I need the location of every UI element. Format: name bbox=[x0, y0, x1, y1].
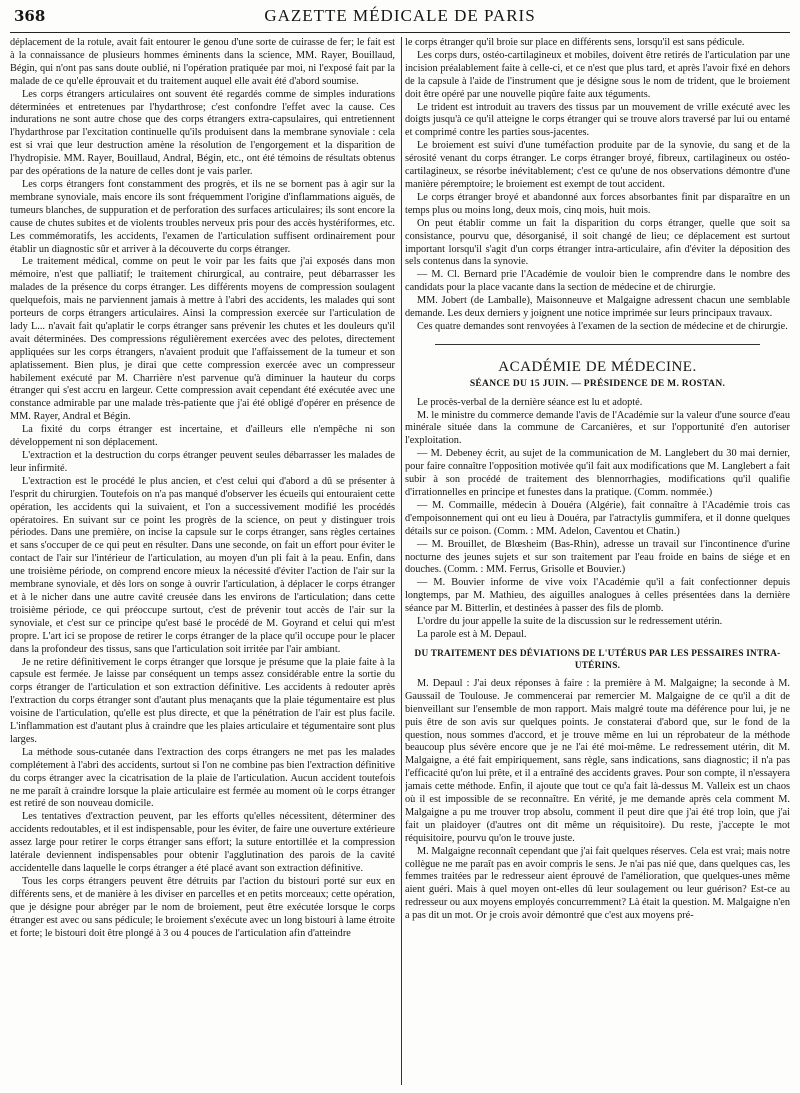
text-columns bbox=[10, 37, 790, 1085]
journal-title: GAZETTE MÉDICALE DE PARIS bbox=[264, 6, 536, 25]
paragraph: — M. Debeney écrit, au sujet de la communication de M. Langlebert du 30 mai dernier, pour faire connaître l'opposition motivée qu'il fait aux modifications que M. Langlebert a fait subir à son procédé de traitement des blennorrhagies, modifications qu'il qualifie d'irrationnelles en principe et funestes dans la pratique. (Comm. nommée.) bbox=[405, 448, 790, 498]
paragraph: Je ne retire définitivement le corps étranger que lorsque je présume que la plaie faite à la capsule est fermée. Je laisse par conséquent un temps assez considérable entre la sortie du corps étranger de l'articulation et son extraction définitive. Les accidents à redouter après l'extraction du corps étranger sont d'autant plus menaçants que la plaie tégumentaire est plus voisine de l'articulation, qu'elle est plus directe, et que la pénétration de l'air est plus facile. L'inflammation est d'autant plus à craindre que les plaies articulaire et tégumentaire sont plus larges. bbox=[10, 656, 395, 745]
paragraph: L'extraction est le procédé le plus ancien, et c'est celui qui d'abord a dû se présenter à l'esprit du chirurgien. Toutefois on n'a pas manqué d'observer les écueils qui entouraient cette opération, les accidents qui la suivaient, et l'on a successivement modifié les procédés opératoires. En suivant sur ce point les progrès de la science, on peut y distinguer trois périodes. Dans une première, on incise la capsule sur le corps étranger, sans règles certaines et sans s'occuper de ce qui peut en résulter. Dans une seconde, on fait un effort pour éviter le contact de l'air sur l'intérieur de l'articulation, au moyen d'un pli fait à la peau. Enfin, dans une troisième période, on comprend encore mieux la nécessité d'éviter l'action de l'air sur la membrane synoviale, et dès lors on songe à ouvrir l'articulation, à déplacer le corps étranger et à le nicher dans une autre cavité creusée dans les environs de l'articulation; dans cette troisième période, ce qui préoccupe surtout, c'est de prévenir tout accès de l'air sur la synoviale, et c'est sur ce principe qu'est basé le procédé de M. Goyrand et celui qui m'est propre. L'art ici se propose de retirer le corps étranger de la place qu'il occupe pour le placer dans la profondeur des tissus, sans que l'articulation soit irritée par l'air ambiant. bbox=[10, 475, 395, 655]
paragraph: Tous les corps étrangers peuvent être détruits par l'action du bistouri porté sur eux en différents sens, et de manière à les diviser en parcelles et en petits morceaux; cette opération, que je désigne pour abréger par le nom de broiement, peut être exécutée lorsque le corps étranger est avec ou sans pédicule; le broiement s'exécute avec un long bistouri à lame étroite et forte; le bistouri doit être plongé à 3 ou 4 pouces de l'articulation afin d'atteindre bbox=[10, 875, 395, 939]
paragraph: La parole est à M. Depaul. bbox=[417, 628, 527, 640]
paragraph: Le procès-verbal de la dernière séance est lu et adopté. bbox=[417, 396, 643, 408]
paragraph: La fixité du corps étranger est incertaine, et d'ailleurs elle n'empêche ni son développement ni son déplacement. bbox=[10, 424, 395, 449]
section-divider bbox=[435, 344, 760, 345]
paragraph: — M. Brouillet, de Blœsheim (Bas-Rhin), adresse un travail sur l'incontinence d'urine nocturne des jeunes sujets et sur son traitement par l'eau froide en bains de siége et en douches. (Comm. : MM. Ferrus, Grisolle et Bouvier.) bbox=[405, 538, 790, 576]
paragraph: — M. Bouvier informe de vive voix l'Académie qu'il a fait confectionner depuis longtemps, par M. Mathieu, des aiguilles analogues à celles présentées dans la dernière séance par M. Bitterlin, et destinées à passer des fils de plomb. bbox=[405, 577, 790, 615]
paragraph: Le corps étranger broyé et abandonné aux forces absorbantes finit par disparaître en un temps plus ou moins long, deux mois, cinq mois, huit mois. bbox=[405, 191, 790, 216]
article-title: DU TRAITEMENT DES DÉVIATIONS DE L'UTÉRUS PAR LES PESSAIRES INTRA-UTÉRINS. bbox=[414, 648, 781, 671]
paragraph: M. Depaul : J'ai deux réponses à faire : la première à M. Malgaigne; la seconde à M. Gaussail de Toulouse. Je commencerai par remercier M. Malgaigne de ce qu'il a dit de bienveillant sur l'ensemble de mon rapport. Mais malgré toute ma déférence pour lui, je ne puis être de son avis sur quelques points. Je constaterai d'abord que, sur le fond de la question, nous sommes d'accord, et je trouve même en lui un réprobateur de la méthode beaucoup plus sévère encore que je ne l'ai été moi-même. Le redressement utérin, dit M. Malgaigne, a été fait empiriquement, sans règle, sans indications, sans diagnostic; il n'a pas l'efficacité qu'on lui prête, et il a entraîné des accidents graves. Pour son compte, il n'essayera jamais cette méthode. Enfin, il ajoute que tout ce qu'a fait là-dessus M. Valleix est un chaos où il est impossible de se reconnaître. En vérité, je me demande après cela comment M. Malgaigne a pu me trouver trop absolu, comment il peut dire que j'ai été trop loin, que j'ai fait un plaidoyer (d'autres ont dit même un réquisitoire). Du reste, j'accepte le mot réquisitoire, pourvu qu'on le trouve juste. bbox=[405, 677, 790, 844]
paragraph: Le broiement est suivi d'une tuméfaction produite par de la synovie, du sang et de la sérosité venant du corps étranger. Le corps étranger broyé, fibreux, cartilagineux ou ostéo-cartilagineux, se résorbe inévitablement; c'est ce qu'une de nos observations démontre d'une manière péremptoire; le broiement est exempt de tout accident. bbox=[405, 140, 790, 190]
paragraph: — M. Commaille, médecin à Douéra (Algérie), fait connaître à l'Académie trois cas d'empoisonnement qui ont eu lieu à Douéra, par l'atractylis gummifera, et il donne quelques détails sur ce poison. (Comm. : MM. Adelon, Caventou et Chatin.) bbox=[405, 499, 790, 537]
left-column bbox=[10, 37, 395, 1085]
paragraph: Les corps étrangers articulaires ont souvent été regardés comme de simples indurations déterminées et entretenues par l'hydarthrose; c'est confondre l'effet avec la cause. Ces indurations ne sont autre chose que des corps étrangers extra-capsulaires, qui entretiennent l'hydarthrose par l'excitation continuelle qu'ils produisent dans la membrane synoviale : cela est si vrai que leur destruction amène la résolution de l'engorgement et la disparition de l'hydropisie. MM. Rayer, Bouillaud, Andral, Bégin, etc., ont été témoins de résultats obtenus par des opérations de la nature de celles dont je vais parler. bbox=[10, 88, 395, 178]
paragraph: Les corps étrangers font constamment des progrès, et ils ne se bornent pas à agir sur la membrane synoviale, mais encore ils sont fréquemment l'origine d'inflammations aiguës, de tumeurs blanches, de suppuration et de perforation des surfaces articulaires; ils sont encore la cause de chutes subites et de violents troubles nerveux pris pour des accès hystériformes, etc. Les commémoratifs, les accidents, l'examen de l'articulation suffisent ordinairement pour établir un diagnostic sûr et arriver à la découverte du corps étranger. bbox=[10, 178, 395, 255]
column-divider bbox=[401, 37, 402, 1085]
paragraph: On peut établir comme un fait la disparition du corps étranger, quelle que soit sa consistance, pourvu que, désorganisé, il soit changé de lieu; ce déplacement est surtout important lorsqu'il s'agit d'un corps étranger intra-articulaire, afin d'éviter la déposition des sels contenus dans la synovie. bbox=[405, 217, 790, 268]
paragraph: M. le ministre du commerce demande l'avis de l'Académie sur la valeur d'une source d'eau minérale située dans la commune de Carcanières, et sur l'opportunité d'en autoriser l'exploitation. bbox=[405, 409, 790, 447]
right-column bbox=[405, 37, 790, 1085]
page-header bbox=[10, 6, 790, 33]
paragraph: le corps étranger qu'il broie sur place en différents sens, lorsqu'il est sans pédicule. bbox=[405, 37, 745, 48]
page-number: 368 bbox=[14, 7, 46, 25]
paragraph: L'extraction et la destruction du corps étranger peuvent seules débarrasser les malades de leur infirmité. bbox=[10, 450, 395, 474]
paragraph: Le trident est introduit au travers des tissus par un mouvement de vrille exécuté avec les doigts jusqu'à ce qu'il atteigne le corps étranger qui se trouve alors traversé par lui ou entamé et comprimé contre les parties sous-jacentes. bbox=[405, 101, 790, 139]
paragraph: La méthode sous-cutanée dans l'extraction des corps étrangers ne met pas les malades complétement à l'abri des accidents, surtout si l'on ne combine pas bien l'extraction définitive du corps étranger avec la cicatrisation de la plaie de l'articulation. Aucun accident toutefois ne me paraît à craindre lorsque la plaie articulaire est fermée au moment où le corps étranger est retiré de son nouveau domicile. bbox=[10, 746, 395, 810]
session-line: SÉANCE DU 15 JUIN. — PRÉSIDENCE DE M. ROSTAN. bbox=[469, 378, 726, 389]
paragraph: MM. Jobert (de Lamballe), Maisonneuve et Malgaigne adressent chacun une semblable demande. Les deux derniers y joignent une notice imprimée sur leurs principaux travaux. bbox=[405, 295, 790, 320]
paragraph: M. Malgaigne reconnaît cependant que j'ai fait quelques réserves. Cela est vrai; mais notre collègue ne me paraît pas en avoir compris le sens. Je n'ai pas nié que, dans quelques cas, les femmes traitées par le redresseur aient éprouvé de l'amélioration, que quelques-unes même aient guéri. Mais à quel moyen ont-elles dû leur soulagement ou leur guérison? Est-ce au redresseur ou aux moyens employés concurremment? Là était la question. M. Malgaigne n'en a pas dit un mot. Or je crois avoir démontré que c'est aux moyens pré- bbox=[405, 845, 790, 922]
paragraph: Les corps durs, ostéo-cartilagineux et mobiles, doivent être retirés de l'articulation par une incision préalablement faite à celle-ci, et ce n'est que plus tard, et après l'avoir fixé en dehors de la capsule à l'aide de l'instrument que je désigne sous le nom de trident, que le broiement doit être opéré par une nouvelle piqûre faite aux téguments. bbox=[405, 49, 790, 100]
paragraph: Les tentatives d'extraction peuvent, par les efforts qu'elles nécessitent, déterminer des accidents redoutables, et il est indispensable, pour les éviter, de faire une ouverture extérieure assez large pour retirer le corps étranger sans effort; la suture entortillée et la compression latérale deviennent indispensables pour obtenir l'agglutination des parois de la cavité accidentelle dans laquelle le corps étranger a été placé avant son extraction définitive. bbox=[10, 811, 395, 874]
paragraph: Ces quatre demandes sont renvoyées à l'examen de la section de médecine et de chirurgie. bbox=[417, 320, 788, 332]
section-heading: ACADÉMIE DE MÉDECINE. bbox=[498, 358, 697, 375]
paragraph: déplacement de la rotule, avait fait entourer le genou d'une sorte de cuirasse de fer; le fait est à la connaissance de plusieurs hommes éminents dans la science, MM. Rayer, Bouillaud, Bégin, qui n'ont pas sans doute oublié, ni l'opération pratiquée par moi, ni l'exposé fait par la malade de ce qu'elle éprouvait et du traitement auquel elle avait été d'abord soumise. bbox=[10, 37, 395, 87]
paragraph: — M. Cl. Bernard prie l'Académie de vouloir bien le comprendre dans le nombre des candidats pour la place vacante dans la section de médecine et de chirurgie. bbox=[405, 269, 790, 294]
paragraph: L'ordre du jour appelle la suite de la discussion sur le redressement utérin. bbox=[417, 616, 723, 628]
paragraph: Le traitement médical, comme on peut le voir par les faits que j'ai exposés dans mon mémoire, n'est que palliatif; le traitement chirurgical, au contraire, peut débarrasser les malades de la présence du corps étranger. Les différents moyens de compression soulagent quelquefois, mais ne parviennent jamais à mettre à l'abri des accidents, les malades qui sont porteurs de corps étrangers articulaires. Ainsi la compression exercée sur l'articulation de lady L... n'avait fait qu'aplatir le corps étranger sans prévenir les chutes et les douleurs qu'il avait déterminées. Des compressions régulièrement exercées avec des pelotes, directement appliquées sur les corps étrangers, n'avaient produit que l'affaissement de la tumeur et son aplatissement. Bien plus, je dirai que cette compression exercée avec un compresseur habilement exécuté par M. Charrière n'est parvenue qu'à diminuer la hauteur du corps étranger qui s'est accru en largeur. Cette compression avait cependant été exécutée avec une constance admirable par une malade très-patiente que j'ai été obligé d'opérer en présence de MM. Rayer, Andral et Bégin. bbox=[10, 256, 395, 423]
